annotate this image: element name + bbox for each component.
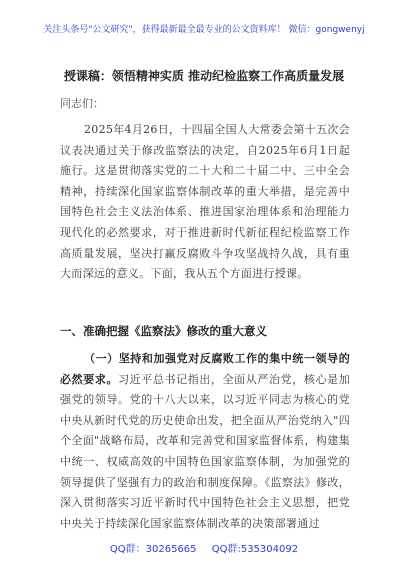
section-lead: （一）坚持和加强党对反腐败工作的集中统一领导的必然要求。 [60, 352, 350, 386]
footer-contacts [0, 540, 408, 555]
footer-qq-group-2[interactable]: QQ群:535304092 [211, 544, 299, 555]
footer-qq-group-1[interactable]: QQ群：30265665 [109, 544, 197, 555]
header-banner: 关注头条号"公文研究"，获得最新最全最专业的公文资料库！ 微信：gongwenyj [43, 25, 365, 35]
section-body: 习近平总书记指出，全面从严治党，核心是加强党的领导。党的十八大以来，以习近平同志为核心的党中央从新时代党的历史使命出发，把全面从严治党纳入"四个全面"战略布局，改革和完善党和国家监督体系，构建集中统一、权威高效的中国特色国家监察体制，为加强党的领导提供了坚强有力的政治和制度保障。《监察法》修改，深入贯彻落实习近平新时代中国特色社会主义思想，把党中央关于持续深化国家监察体制改革的决策部署通过 [60, 372, 350, 530]
document-title: 授课稿：领悟精神实质 推动纪检监察工作高质量发展 [63, 69, 345, 83]
intro-paragraph: 2025年4月26日，十四届全国人大常委会第十五次会议表决通过关于修改监察法的决定，自2025年6月1日起施行。这是贯彻落实党的二十大和二十届二中、三中全会精神，持续深化国家监察体制改革的重大举措，是完善中国特色社会主义法治体系、推进国家治理体系和治理能力现代化的必然要求，对于推进新时代新征程纪检监察工作高质量发展，坚决打赢反腐败斗争攻坚战持久战，具有重大而深远的意义。下面，我从五个方面进行授课。 [60, 123, 350, 281]
section-heading: 一、准确把握《监察法》修改的重大意义 [60, 324, 267, 338]
section-paragraph [60, 349, 350, 534]
salutation: 同志们： [60, 97, 104, 110]
